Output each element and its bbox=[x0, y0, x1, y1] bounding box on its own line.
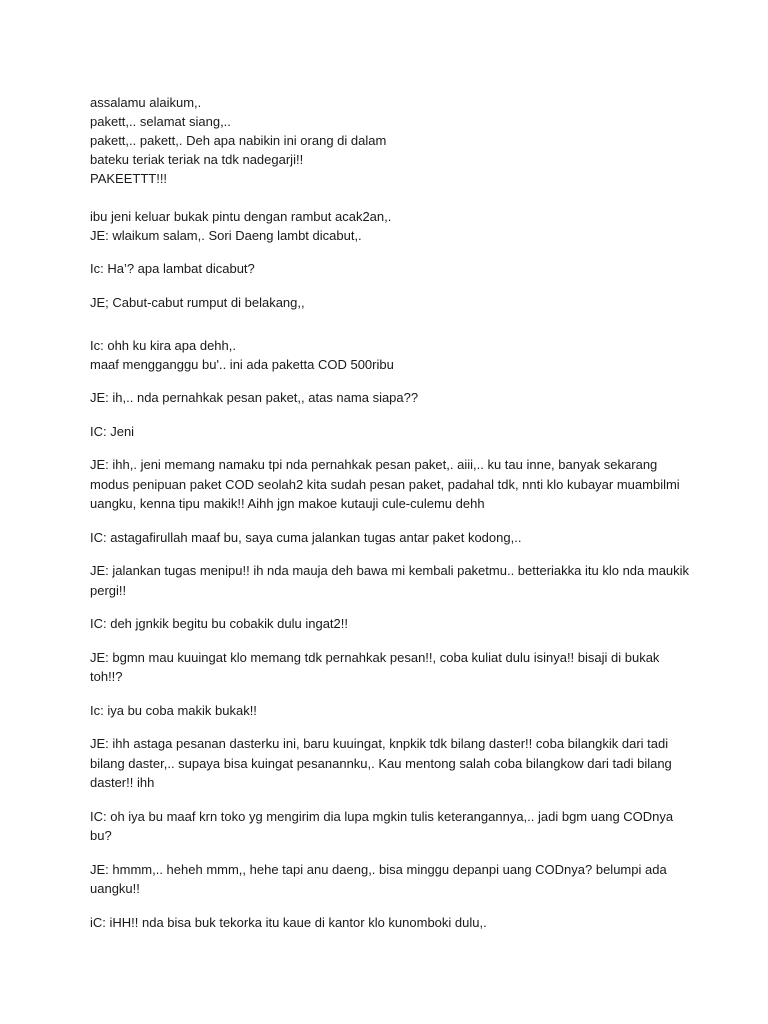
text-line: pakett,.. pakett,. Deh apa nabikin ini orang di dalam bbox=[90, 133, 387, 148]
paragraph: IC: astagafirullah maaf bu, saya cuma jalankan tugas antar paket kodong,.. bbox=[90, 529, 522, 545]
paragraph: JE: hmmm,.. heheh mmm,, hehe tapi anu daeng,. bisa minggu depanpi uang CODnya? belumpi ada uangku!! bbox=[90, 861, 667, 896]
text-line: assalamu alaikum,. bbox=[90, 95, 202, 110]
paragraph: JE: bgmn mau kuuingat klo memang tdk pernahkak pesan!!, coba kuliat dulu isinya!! bisaji di bukak toh!!? bbox=[90, 649, 660, 684]
paragraph: IC: Jeni bbox=[90, 423, 135, 439]
scene-block bbox=[90, 207, 690, 245]
paragraph: Ic: iya bu coba makik bukak!! bbox=[90, 702, 257, 718]
paragraph: JE: jalankan tugas menipu!! ih nda mauja deh bawa mi kembali paketmu.. betteriakka itu klo nda maukik pergi!! bbox=[90, 563, 690, 598]
text-line: PAKEETTT!!! bbox=[90, 171, 168, 186]
dialogue-block-1 bbox=[90, 259, 690, 312]
paragraph: IC: oh iya bu maaf krn toko yg mengirim dia lupa mgkin tulis keterangannya,.. jadi bgm uang CODnya bu? bbox=[90, 808, 674, 843]
opening-block bbox=[90, 93, 690, 188]
text-line: bateku teriak teriak na tdk nadegarji!! bbox=[90, 152, 304, 167]
paragraph: JE: ihh,. jeni memang namaku tpi nda pernahkak pesan paket,. aiii,.. ku tau inne, banyak sekarang modus penipuan paket COD seolah2 kita sudah pesan paket, padahal tdk, nnti klo kubayar muambilmi uangku, kenna tipu makik!! Aihh jgn makoe kutauji cule-culemu dehh bbox=[90, 457, 680, 511]
paragraph: JE: ihh astaga pesanan dasterku ini, baru kuuingat, knpkik tdk bilang daster!! coba bilangkik dari tadi bilang daster,.. supaya bisa kuingat pesanannku,. Kau mentong salah coba bilangkow dari tadi bilang daster!! ihh bbox=[90, 736, 672, 790]
text-line: Ic: ohh ku kira apa dehh,. bbox=[90, 338, 236, 353]
paragraph: iC: iHH!! nda bisa buk tekorka itu kaue di kantor klo kunomboki dulu,. bbox=[90, 914, 487, 930]
text-line: pakett,.. selamat siang,.. bbox=[90, 114, 231, 129]
text-line: maaf mengganggu bu'.. ini ada paketta COD 500ribu bbox=[90, 357, 394, 372]
text-line: JE: wlaikum salam,. Sori Daeng lambt dicabut,. bbox=[90, 228, 362, 243]
document-page bbox=[90, 93, 690, 932]
text-line: ibu jeni keluar bukak pintu dengan rambut acak2an,. bbox=[90, 209, 392, 224]
paragraph: JE: ih,.. nda pernahkak pesan paket,, atas nama siapa?? bbox=[90, 390, 419, 405]
dialogue-block-2 bbox=[90, 336, 690, 374]
paragraph: JE; Cabut-cabut rumput di belakang,, bbox=[90, 294, 305, 310]
paragraph: Ic: Ha’? apa lambat dicabut? bbox=[90, 261, 255, 276]
dialogue-block-3 bbox=[90, 388, 690, 932]
paragraph: IC: deh jgnkik begitu bu cobakik dulu ingat2!! bbox=[90, 616, 349, 631]
